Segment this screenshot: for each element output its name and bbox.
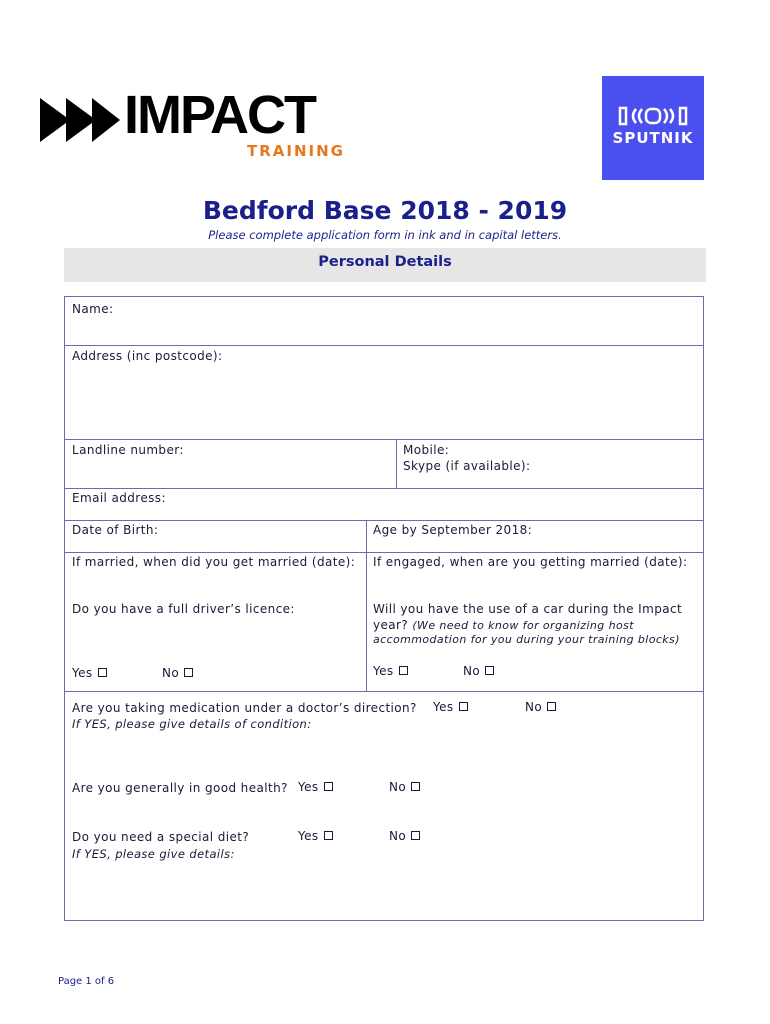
impact-logo (40, 85, 350, 164)
impact-wordmark: IMPACT (124, 85, 315, 145)
medication-yes-option[interactable] (433, 700, 468, 714)
checkbox-icon[interactable] (547, 702, 556, 711)
diet-no-option[interactable] (389, 829, 420, 843)
section-header (64, 248, 706, 282)
no-label: No (162, 666, 180, 680)
column-divider (396, 439, 397, 488)
no-label: No (389, 829, 407, 843)
car-yes-option[interactable] (373, 664, 408, 678)
fast-forward-icon (40, 96, 124, 144)
row-divider (65, 345, 703, 346)
married-date-field[interactable]: If married, when did you get married (date): (72, 555, 356, 569)
no-label: No (525, 700, 543, 714)
yes-label: Yes (373, 664, 394, 678)
diet-details-field[interactable]: If YES, please give details: (72, 847, 235, 861)
checkbox-icon[interactable] (399, 666, 408, 675)
car-no-option[interactable] (463, 664, 494, 678)
checkbox-icon[interactable] (98, 668, 107, 677)
row-divider (65, 552, 703, 553)
yes-label: Yes (433, 700, 454, 714)
health-no-option[interactable] (389, 780, 420, 794)
page-number: Page 1 of 6 (58, 976, 115, 987)
medication-details-field[interactable]: If YES, please give details of condition: (72, 717, 312, 731)
medication-question: Are you taking medication under a doctor’s direction? (72, 701, 417, 715)
licence-question: Do you have a full driver’s licence: (72, 602, 295, 616)
name-field[interactable]: Name: (72, 302, 114, 316)
row-divider (65, 691, 703, 692)
sputnik-mark-icon (618, 106, 688, 126)
car-question-line1: Will you have the use of a car during the Impact (373, 602, 683, 616)
training-tagline: TRAINING (247, 142, 345, 160)
page-title: Bedford Base 2018 - 2019 (202, 196, 568, 225)
licence-no-option[interactable] (162, 666, 193, 680)
car-question-year: year? (373, 618, 409, 632)
address-field[interactable]: Address (inc postcode): (72, 349, 223, 363)
sputnik-wordmark: SPUTNIK (612, 129, 694, 147)
engaged-date-field[interactable]: If engaged, when are you getting married (date): (373, 555, 688, 569)
checkbox-icon[interactable] (324, 831, 333, 840)
checkbox-icon[interactable] (485, 666, 494, 675)
personal-details-form (64, 296, 704, 921)
diet-yes-option[interactable] (298, 829, 333, 843)
checkbox-icon[interactable] (459, 702, 468, 711)
yes-label: Yes (72, 666, 93, 680)
row-divider (65, 439, 703, 440)
no-label: No (389, 780, 407, 794)
car-question-note2: accommodation for you during your training blocks) (373, 633, 680, 646)
mobile-field[interactable]: Mobile: (403, 443, 450, 457)
age-field[interactable]: Age by September 2018: (373, 523, 533, 537)
row-divider (65, 520, 703, 521)
checkbox-icon[interactable] (411, 831, 420, 840)
health-yes-option[interactable] (298, 780, 333, 794)
landline-field[interactable]: Landline number: (72, 443, 184, 457)
yes-label: Yes (298, 780, 319, 794)
page-subtitle: Please complete application form in ink and in capital letters. (208, 228, 562, 242)
dob-field[interactable]: Date of Birth: (72, 523, 159, 537)
sputnik-logo (602, 76, 704, 180)
yes-label: Yes (298, 829, 319, 843)
checkbox-icon[interactable] (184, 668, 193, 677)
car-question-line2 (373, 618, 634, 632)
medication-no-option[interactable] (525, 700, 556, 714)
checkbox-icon[interactable] (324, 782, 333, 791)
licence-yes-option[interactable] (72, 666, 107, 680)
row-divider (65, 488, 703, 489)
checkbox-icon[interactable] (411, 782, 420, 791)
column-divider (366, 520, 367, 691)
skype-field[interactable]: Skype (if available): (403, 459, 531, 473)
car-question-note: (We need to know for organizing host (412, 619, 634, 632)
email-field[interactable]: Email address: (72, 491, 166, 505)
section-title: Personal Details (318, 254, 452, 270)
health-question: Are you generally in good health? (72, 781, 288, 795)
no-label: No (463, 664, 481, 678)
diet-question: Do you need a special diet? (72, 830, 250, 844)
